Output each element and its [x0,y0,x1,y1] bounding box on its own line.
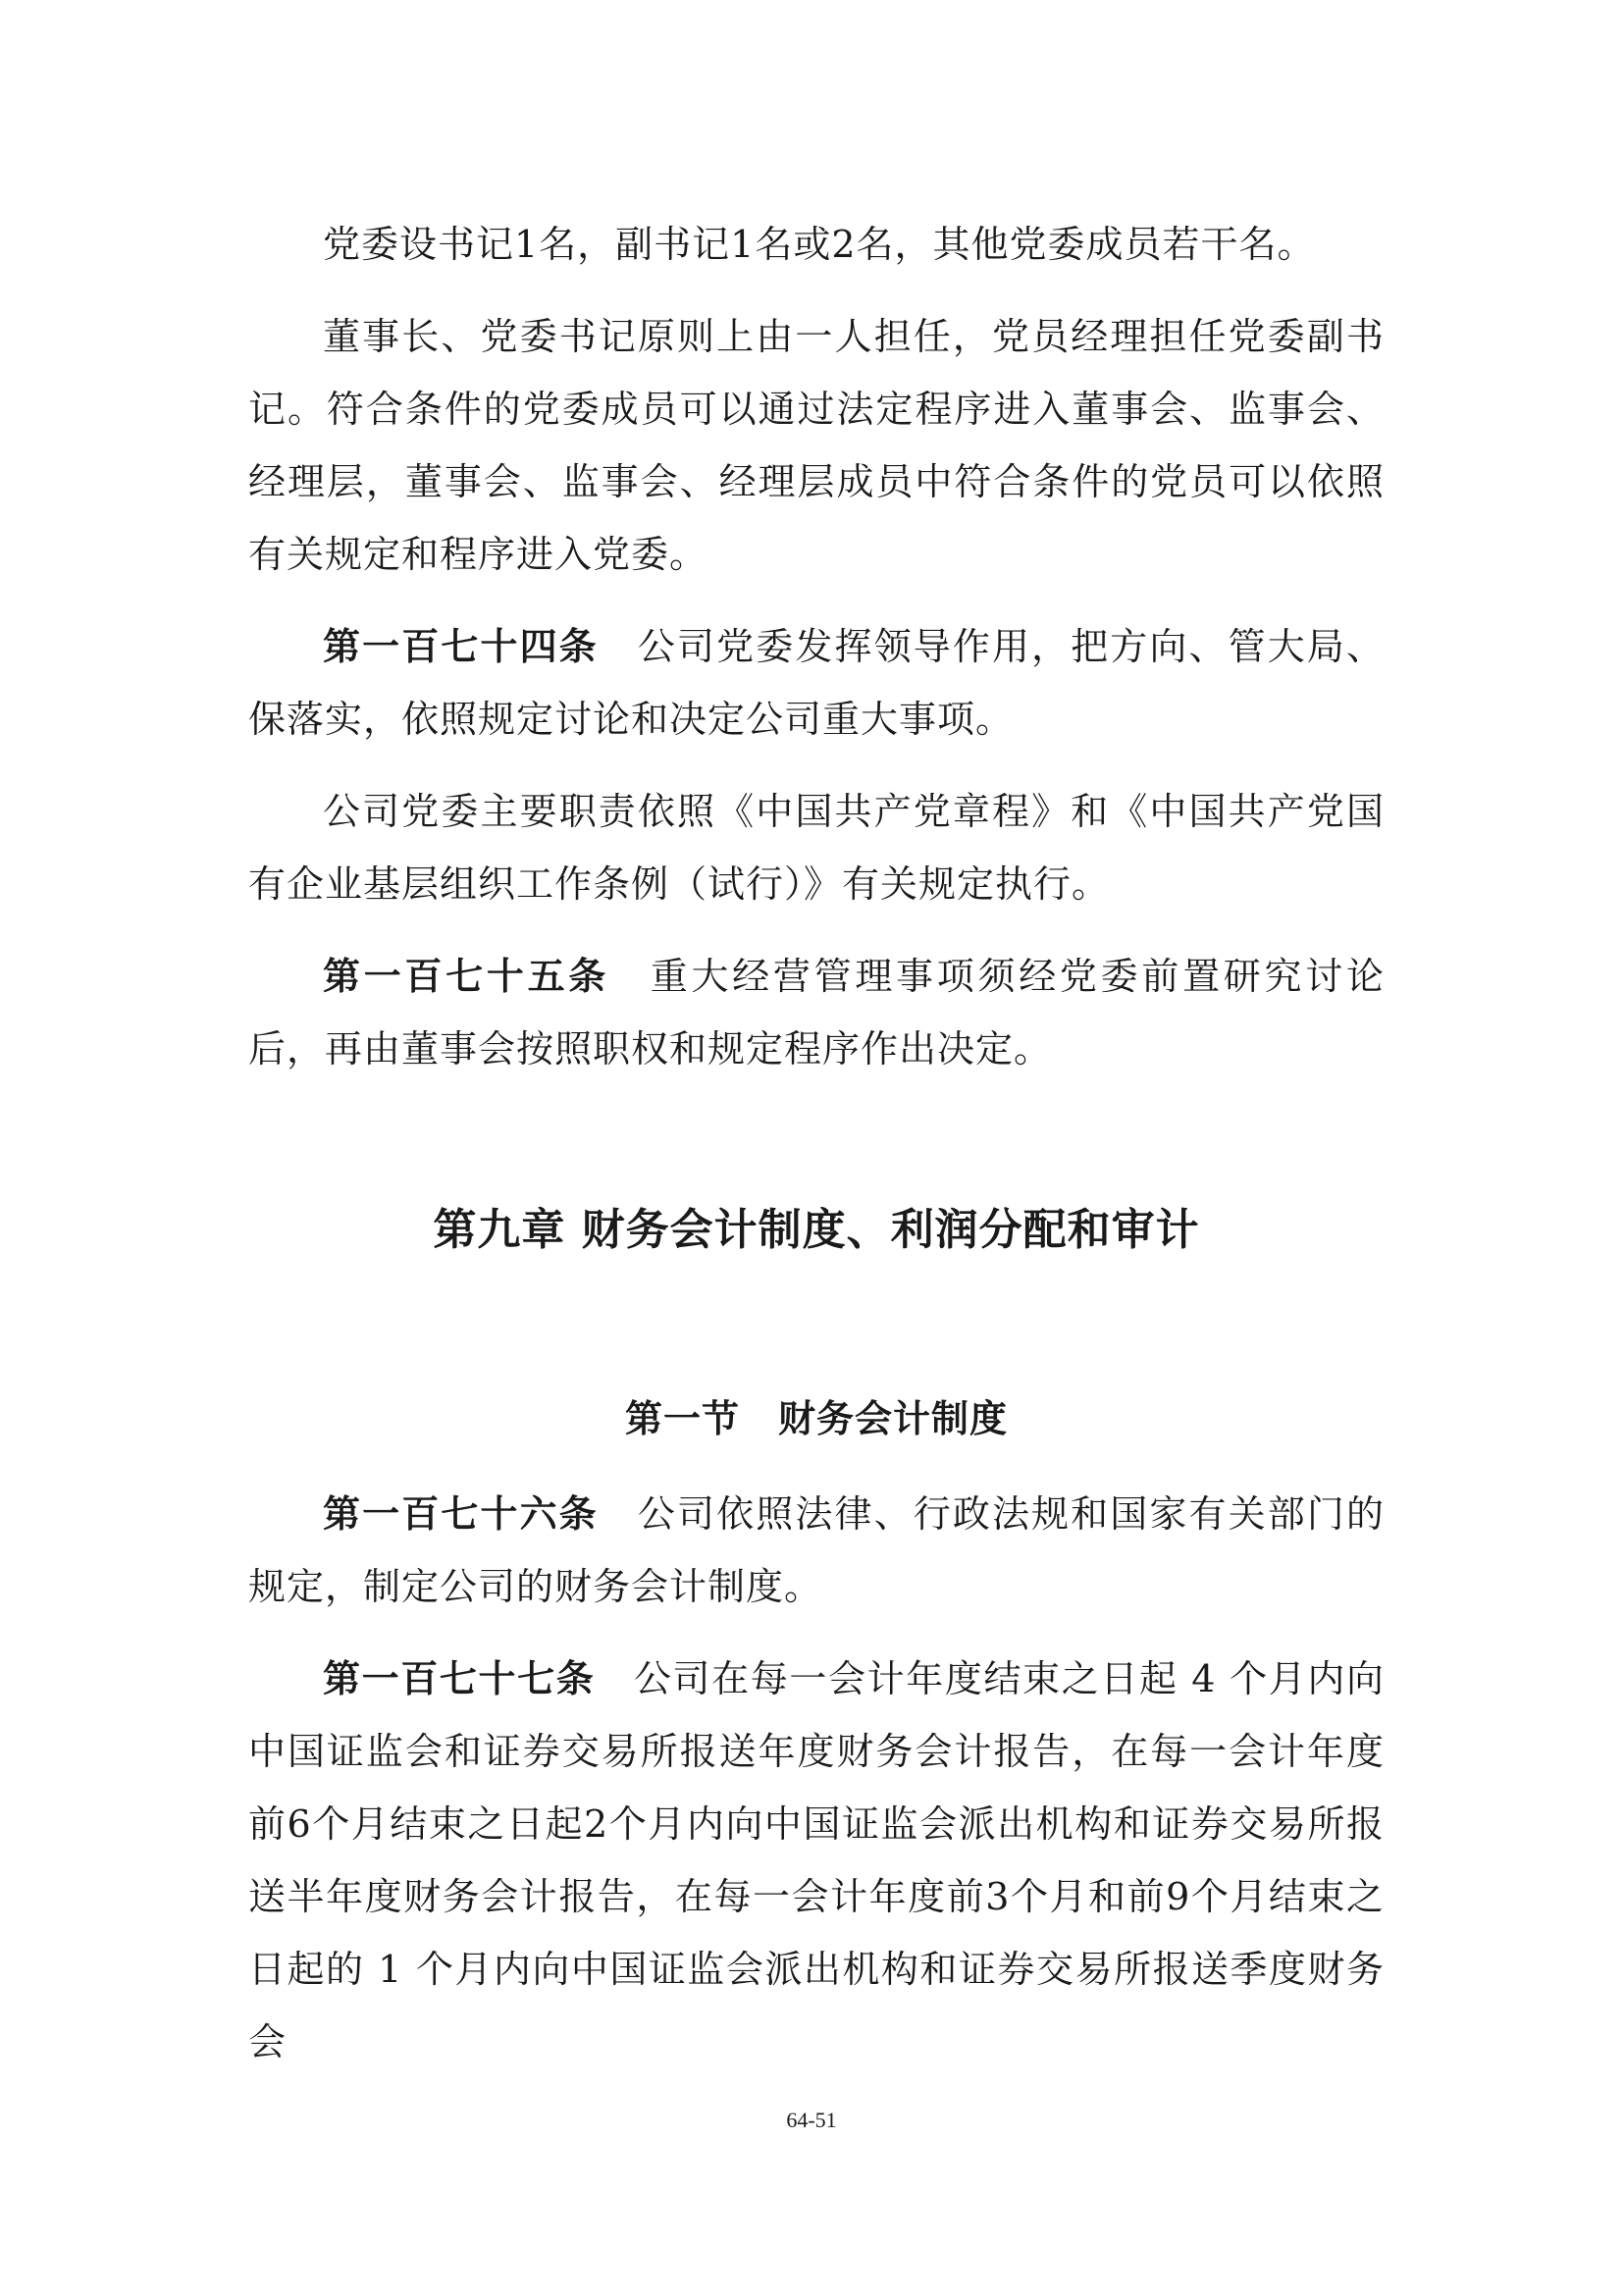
article-175-spacer [609,955,651,998]
chapter-heading: 第九章 财务会计制度、利润分配和审计 [433,1205,1200,1255]
section-heading: 第一节 财务会计制度 [624,1396,1008,1440]
paragraph-party-committee-composition: 党委设书记1名，副书记1名或2名，其他党委成员若干名。 [323,223,1316,266]
article-174-title: 第一百七十四条 [323,624,599,668]
article-177 [248,1643,1385,2078]
article-176-text: 公司依照法律、行政法规和国家有关部门的规定，制定公司的财务会计制度。 [248,1492,1385,1608]
paragraph-chairman-secretary: 董事长、党委书记原则上由一人担任，党员经理担任党委副书记。符合条件的党委成员可以通过法定程序进入董事会、监事会、经理层，董事会、监事会、经理层成员中符合条件的党员可以依照有关规定和程序进入党委。 [248,315,1385,576]
article-177-title: 第一百七十七条 [323,1656,596,1700]
article-174 [248,610,1385,756]
article-176-title: 第一百七十六条 [323,1491,599,1536]
article-177-spacer [595,1657,634,1700]
article-176 [248,1478,1385,1623]
article-174-spacer [599,625,638,668]
article-175-title: 第一百七十五条 [323,954,610,998]
document-body [248,208,1385,2078]
article-177-text: 公司在每一会计年度结束之日起 4 个月内向中国证监会和证券交易所报送年度财务会计报告，在每一会计年度前6个月结束之日起2个月内向中国证监会派出机构和证券交易所报送半年度财务会计报告，在每一会计年度前3个月和前9个月结束之日起的 1 个月内向中国证监会派出机构和证券交易所报送季度财务会 [248,1657,1385,2063]
article-174-text: 公司党委发挥领导作用，把方向、管大局、保落实，依照规定讨论和决定公司重大事项。 [248,625,1385,741]
page-number: 64-51 [786,2108,837,2132]
paragraph-party-duties: 公司党委主要职责依照《中国共产党章程》和《中国共产党国有企业基层组织工作条例（试行）》有关规定执行。 [248,790,1385,906]
article-175-text: 重大经营管理事项须经党委前置研究讨论后，再由董事会按照职权和规定程序作出决定。 [248,955,1385,1070]
article-176-spacer [599,1492,638,1536]
article-175 [248,940,1385,1085]
